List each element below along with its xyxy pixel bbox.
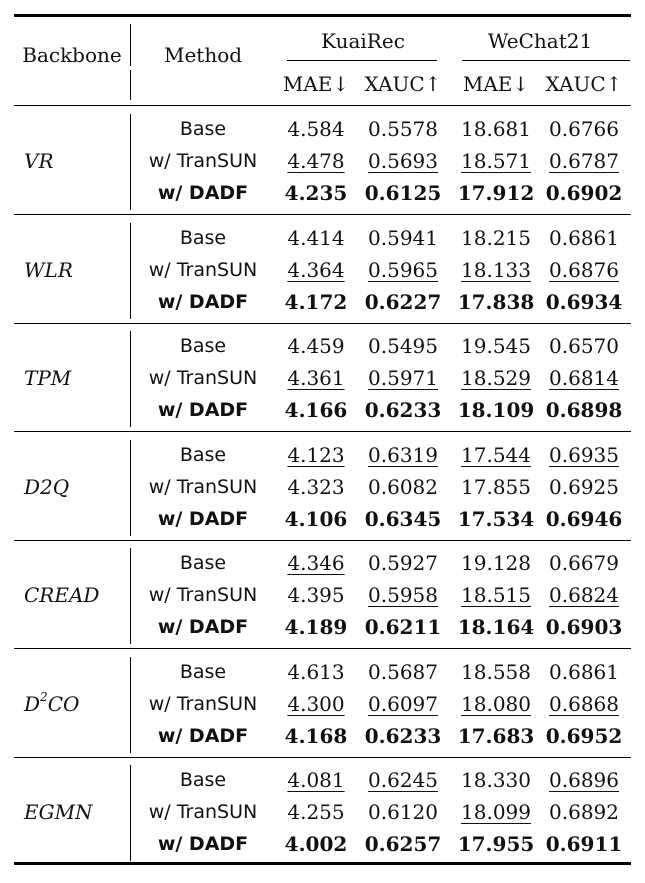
method-label: w/ TranSUN (148, 801, 258, 823)
metric-value: 18.133 (461, 257, 531, 282)
header-wechat-mae: MAE↓ (462, 72, 530, 96)
metric-value: 0.6911 (545, 832, 623, 856)
header-kuairec-xauc: XAUC↑ (364, 72, 442, 96)
metric-value: 4.584 (287, 117, 345, 141)
group-rule (14, 648, 631, 649)
metric-value: 0.6227 (364, 289, 442, 314)
backbone-tail: CO (47, 691, 80, 716)
header-vline-top (130, 24, 131, 66)
method-label: w/ TranSUN (148, 475, 258, 498)
metric-value: 19.128 (461, 551, 531, 575)
group-vline (130, 657, 131, 753)
method-label: w/ DADF (157, 290, 249, 313)
backbone-name: EGMN (24, 800, 93, 824)
metric-value: 0.6257 (364, 832, 442, 856)
backbone-name: D (24, 691, 41, 716)
metric-value: 18.571 (461, 149, 531, 173)
method-label: Base (179, 769, 227, 791)
group-rule (14, 540, 631, 541)
metric-value: 0.6946 (545, 506, 623, 531)
metric-value: 0.5941 (368, 225, 438, 250)
backbone-label (24, 800, 93, 824)
metric-value: 4.081 (287, 768, 345, 792)
metric-value: 0.5495 (368, 334, 438, 358)
backbone-superscript: 2 (40, 689, 48, 704)
method-label: w/ TranSUN (148, 150, 258, 172)
metric-value: 0.6861 (549, 225, 619, 250)
metric-value: 4.459 (287, 334, 345, 358)
method-label: w/ TranSUN (148, 584, 258, 606)
metric-value: 4.235 (284, 181, 348, 205)
metric-value: 0.6934 (545, 289, 623, 314)
backbone-name: CREAD (24, 583, 100, 607)
backbone-label (24, 583, 99, 607)
kuairec-cmidrule (287, 60, 437, 61)
backbone-label (24, 475, 69, 499)
header-method: Method (163, 43, 243, 67)
metric-value: 0.6876 (549, 257, 619, 282)
metric-value: 0.5693 (368, 149, 438, 173)
group-rule (14, 214, 631, 215)
metric-value: 0.6345 (364, 506, 442, 531)
method-label: Base (179, 335, 227, 357)
metric-value: 4.002 (284, 832, 348, 856)
group-rule (14, 323, 631, 324)
metric-value: 0.6125 (364, 181, 442, 205)
header-backbone: Backbone (22, 43, 122, 67)
group-vline (130, 223, 131, 319)
metric-value: 4.255 (287, 800, 345, 824)
metric-value: 0.6903 (545, 615, 623, 639)
metric-value: 4.395 (287, 583, 345, 607)
metric-value: 17.683 (457, 723, 535, 748)
metric-value: 18.215 (461, 225, 531, 250)
header-vline-bottom (130, 70, 131, 100)
backbone-label (24, 258, 73, 282)
metric-value: 4.323 (287, 474, 345, 499)
metric-value: 4.346 (287, 551, 345, 575)
metric-value: 18.330 (461, 768, 531, 792)
metric-value: 19.545 (461, 334, 531, 358)
group-vline (130, 548, 131, 644)
metric-value: 0.6570 (549, 334, 619, 358)
group-vline (130, 765, 131, 861)
header-wechat: WeChat21 (487, 29, 593, 53)
metric-value: 17.544 (461, 442, 531, 467)
group-vline (130, 331, 131, 427)
metric-value: 0.6787 (549, 149, 619, 173)
metric-value: 0.6814 (549, 366, 619, 390)
metric-value: 0.5927 (368, 551, 438, 575)
metric-value: 18.080 (461, 691, 531, 716)
method-label: Base (179, 443, 227, 466)
backbone-name: VR (24, 149, 54, 173)
metric-value: 0.6679 (549, 551, 619, 575)
header-kuairec-mae: MAE↓ (282, 72, 350, 96)
metric-value: 0.6097 (368, 691, 438, 716)
backbone-label (24, 149, 54, 173)
metric-value: 18.164 (457, 615, 535, 639)
metric-value: 4.361 (287, 366, 345, 390)
header-kuairec: KuaiRec (321, 29, 405, 53)
backbone-name: TPM (24, 366, 72, 390)
metric-value: 0.6902 (545, 181, 623, 205)
metric-value: 0.6233 (364, 398, 442, 422)
metric-value: 0.6211 (364, 615, 442, 639)
metric-value: 0.6245 (368, 768, 438, 792)
metric-value: 4.106 (284, 506, 348, 531)
metric-value: 4.172 (284, 289, 348, 314)
metric-value: 18.529 (461, 366, 531, 390)
method-label: w/ DADF (157, 182, 249, 204)
group-vline (130, 114, 131, 210)
metric-value: 0.6898 (545, 398, 623, 422)
backbone-name: D2Q (24, 474, 70, 499)
metric-value: 0.6925 (549, 474, 619, 499)
method-label: w/ TranSUN (148, 258, 258, 281)
metric-value: 0.6952 (545, 723, 623, 748)
metric-value: 0.5578 (368, 117, 438, 141)
group-vline (130, 440, 131, 536)
metric-value: 4.189 (284, 615, 348, 639)
metric-value: 4.168 (284, 723, 348, 748)
metric-value: 0.6896 (549, 768, 619, 792)
method-label: w/ TranSUN (148, 367, 258, 389)
metric-value: 0.6892 (549, 800, 619, 824)
metric-value: 0.5971 (368, 366, 438, 390)
method-label: w/ DADF (157, 616, 249, 638)
metric-value: 4.300 (287, 691, 345, 716)
metric-value: 4.123 (287, 442, 345, 467)
metric-value: 0.6861 (549, 659, 619, 684)
metric-value: 17.955 (457, 832, 535, 856)
metric-value: 4.478 (287, 149, 345, 173)
metric-value: 0.6233 (364, 723, 442, 748)
metric-value: 18.681 (461, 117, 531, 141)
metric-value: 18.558 (461, 659, 531, 684)
header-rule (14, 105, 631, 106)
metric-value: 0.5958 (368, 583, 438, 607)
metric-value: 4.166 (284, 398, 348, 422)
metric-value: 17.534 (457, 506, 535, 531)
bottom-rule (14, 862, 631, 865)
metric-value: 4.613 (287, 659, 345, 684)
backbone-name: WLR (24, 257, 73, 282)
method-label: Base (179, 552, 227, 574)
group-rule (14, 757, 631, 758)
backbone-label (24, 366, 71, 390)
metric-value: 18.515 (461, 583, 531, 607)
wechat-cmidrule (462, 60, 630, 61)
backbone-label (24, 689, 80, 716)
method-label: w/ DADF (157, 507, 249, 530)
metric-value: 0.6120 (368, 800, 438, 824)
metric-value: 0.5687 (368, 659, 438, 684)
method-label: Base (179, 226, 227, 249)
metric-value: 0.6319 (368, 442, 438, 467)
method-label: w/ DADF (157, 724, 249, 747)
method-label: w/ TranSUN (148, 692, 258, 715)
metric-value: 0.6082 (368, 474, 438, 499)
metric-value: 17.855 (461, 474, 531, 499)
method-label: Base (179, 660, 227, 683)
header-wechat-xauc: XAUC↑ (545, 72, 623, 96)
metric-value: 0.6824 (549, 583, 619, 607)
method-label: w/ DADF (157, 833, 249, 855)
group-rule (14, 431, 631, 432)
metric-value: 17.838 (457, 289, 535, 314)
metric-value: 0.6935 (549, 442, 619, 467)
method-label: w/ DADF (157, 399, 249, 421)
metric-value: 18.099 (461, 800, 531, 824)
metric-value: 0.6868 (549, 691, 619, 716)
metric-value: 4.414 (287, 225, 345, 250)
metric-value: 17.912 (457, 181, 535, 205)
metric-value: 0.5965 (368, 257, 438, 282)
metric-value: 18.109 (457, 398, 535, 422)
top-rule (14, 14, 631, 17)
metric-value: 0.6766 (549, 117, 619, 141)
metric-value: 4.364 (287, 257, 345, 282)
method-label: Base (179, 118, 227, 140)
